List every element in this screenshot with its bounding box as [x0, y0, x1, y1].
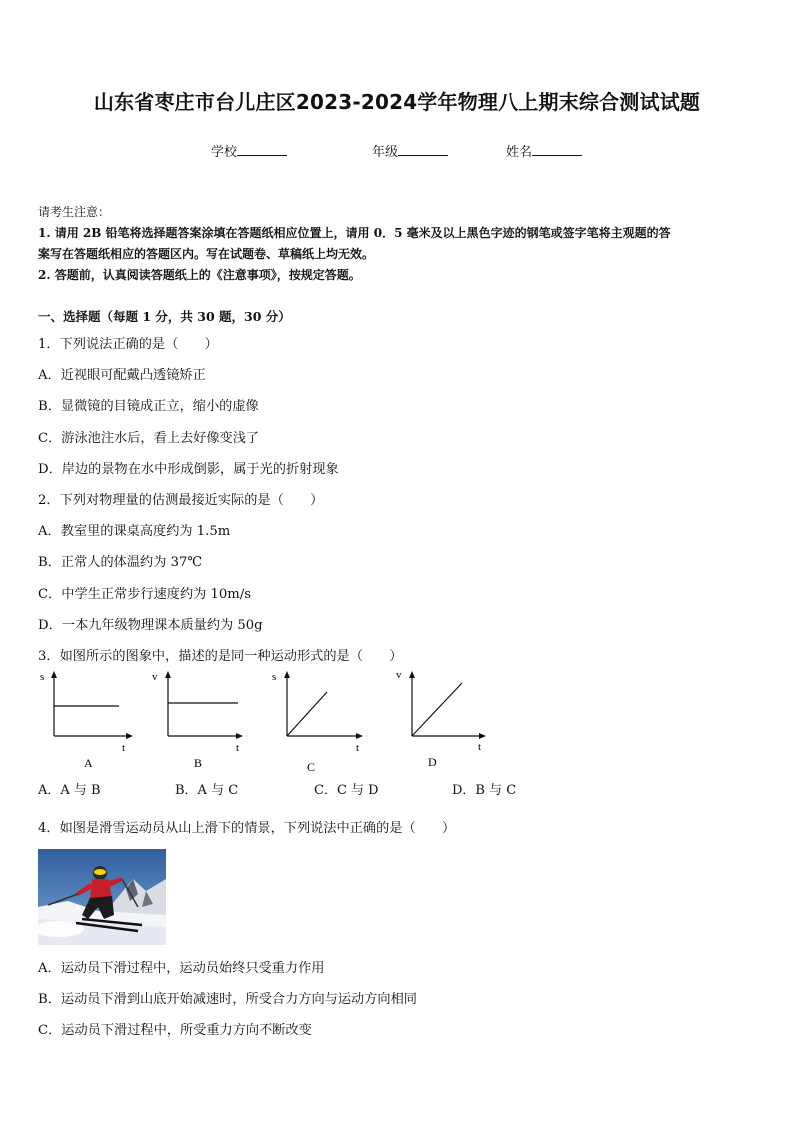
- question-4-stem: 4．如图是滑雪运动员从山上滑下的情景，下列说法中正确的是（ ）: [38, 821, 456, 836]
- question-3-option-a: A．A 与 B: [38, 783, 101, 798]
- question-1-option-c: C．游泳池注水后，看上去好像变浅了: [38, 431, 260, 446]
- graph-d: [396, 669, 486, 769]
- question-3-stem: 3．如图所示的图象中，描述的是同一种运动形式的是（ ）: [38, 649, 403, 664]
- notice-item1-line1: 1. 请用 2B 铅笔将选择题答案涂填在答题纸相应位置上，请用 0．5 毫米及以上黑色字迹的钢笔或签字笔将主观题的答: [38, 226, 671, 240]
- question-2-option-b: B．正常人的体温约为 37℃: [38, 555, 203, 570]
- graph-d-label: D: [428, 755, 437, 769]
- graph-c-x-label: t: [356, 742, 360, 754]
- name-field: [506, 141, 582, 160]
- question-3-option-d: D．B 与 C: [452, 783, 517, 798]
- question-2-option-a: A．教室里的课桌高度约为 1.5m: [38, 524, 231, 539]
- graph-a-y-label: s: [40, 671, 45, 683]
- notice-heading: 请考生注意：: [38, 205, 111, 219]
- graph-c-label: C: [307, 760, 316, 774]
- notice-item1-line2: 案写在答题纸相应的答题区内。写在试题卷、草稿纸上均无效。: [38, 247, 375, 261]
- graph-b-x-label: t: [236, 742, 240, 754]
- grade-field: [372, 141, 448, 160]
- section-heading: 一、选择题（每题 1 分，共 30 题，30 分）: [38, 309, 291, 324]
- question-2-option-c: C．中学生正常步行速度约为 10m/s: [38, 587, 252, 602]
- question-4-option-c: C．运动员下滑过程中，所受重力方向不断改变: [38, 1023, 312, 1038]
- graph-c-line: [287, 692, 327, 736]
- question-4-option-a: A．运动员下滑过程中，运动员始终只受重力作用: [38, 961, 325, 976]
- graph-b-y-label: v: [152, 671, 158, 683]
- skier-photo: [38, 849, 166, 945]
- grade-label: 年级: [372, 145, 399, 160]
- question-3-option-b: B．A 与 C: [175, 783, 239, 798]
- question-1-option-b: B．显微镜的目镜成正立，缩小的虚像: [38, 399, 259, 414]
- name-blank: [532, 142, 582, 156]
- question-1-option-a: A．近视眼可配戴凸透镜矫正: [38, 368, 206, 383]
- graph-a-x-label: t: [122, 742, 126, 754]
- graph-a: [40, 671, 133, 770]
- grade-blank: [398, 142, 448, 156]
- graph-a-label: A: [84, 756, 93, 770]
- question-4-option-b: B．运动员下滑到山底开始减速时，所受合力方向与运动方向相同: [38, 992, 417, 1007]
- question-2-option-d: D．一本九年级物理课本质量约为 50g: [38, 618, 263, 633]
- notice-item2: 2. 答题前，认真阅读答题纸上的《注意事项》，按规定答题。: [38, 268, 361, 282]
- question-1-option-d: D．岸边的景物在水中形成倒影，属于光的折射现象: [38, 462, 339, 477]
- school-blank: [237, 142, 287, 156]
- question-3-option-c: C．C 与 D: [314, 783, 379, 798]
- graph-c-y-label: s: [272, 671, 277, 683]
- graph-d-line: [412, 683, 462, 736]
- name-label: 姓名: [506, 145, 533, 160]
- question-1-stem: 1．下列说法正确的是（ ）: [38, 337, 218, 352]
- graph-d-y-label: v: [396, 669, 402, 681]
- school-field: [211, 141, 287, 160]
- graph-b: [152, 671, 243, 770]
- graph-c: [272, 671, 363, 774]
- question-2-stem: 2．下列对物理量的估测最接近实际的是（ ）: [38, 493, 324, 508]
- graph-b-label: B: [194, 756, 203, 770]
- school-label: 学校: [211, 145, 238, 160]
- graph-d-x-label: t: [478, 741, 482, 753]
- motion-graphs: [36, 666, 496, 776]
- page-title: 山东省枣庄市台儿庄区2023-2024学年物理八上期末综合测试试题: [93, 90, 701, 114]
